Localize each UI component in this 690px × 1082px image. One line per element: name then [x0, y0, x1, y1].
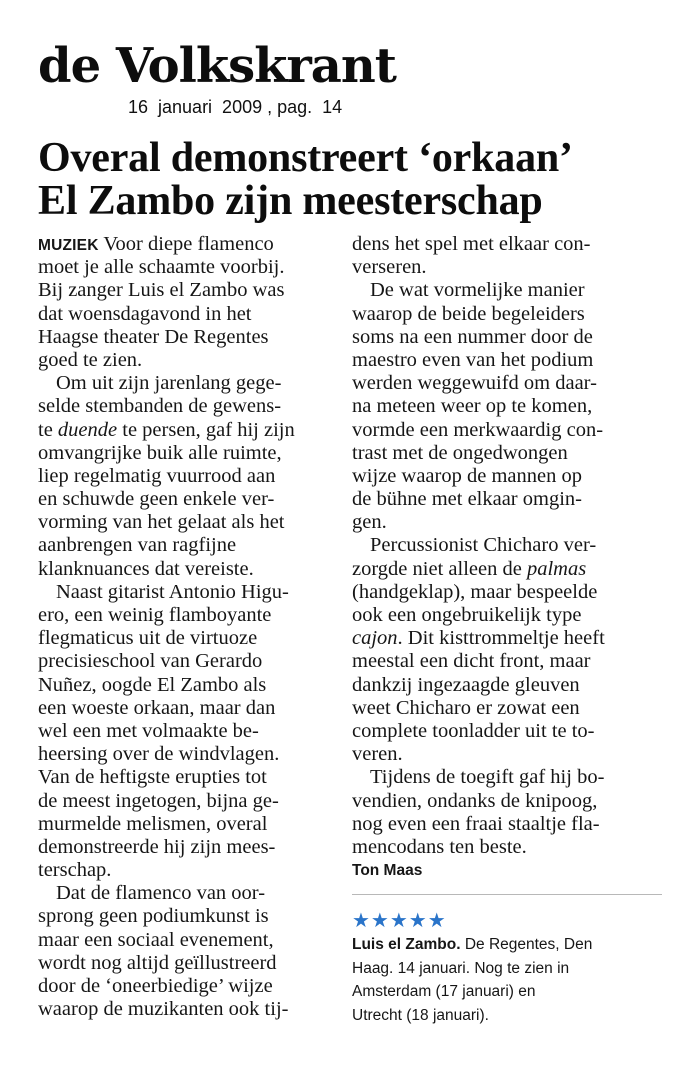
text-line: Om uit zijn jarenlang gege- [56, 372, 282, 395]
text-line: wijze waarop de mannen op [352, 464, 582, 487]
headline-line-2: El Zambo zijn meesterschap [38, 178, 543, 224]
text-line: wel een met volmaakte be- [38, 719, 259, 742]
headline-line-1: Overal demonstreert ‘orkaan’ [38, 135, 573, 181]
text-line: goed te zien. [38, 348, 143, 371]
italic-term: palmas [526, 557, 587, 580]
text-line: liep regelmatig vuurrood aan [38, 464, 276, 487]
text-line: vormde een merkwaardig con- [352, 418, 604, 441]
text-line: en schuwde geen enkele ver- [38, 488, 275, 511]
text-line: de bühne met elkaar omgin- [352, 488, 582, 511]
text-line: selde stembanden de gewens- [38, 395, 282, 418]
text-line: cajon. Dit kisttrommeltje heeft [352, 627, 605, 650]
text-line: Tijdens de toegift gaf hij bo- [370, 766, 605, 789]
headline [38, 137, 678, 223]
text-line: door de ‘oneerbiedige’ wijze [38, 975, 273, 997]
text-line: precisieschool van Gerardo [38, 650, 263, 673]
text-line: maar een sociaal evenement, [38, 928, 274, 951]
text-line: werden weggewuifd om daar- [352, 372, 597, 395]
text-line: Van de heftigste erupties tot [38, 766, 267, 789]
text-line: terschap. [38, 859, 112, 882]
text-line: sprong geen podiumkunst is [38, 905, 269, 928]
italic-term: cajon [352, 627, 398, 650]
text-line: Bij zanger Luis el Zambo was [38, 279, 285, 302]
text-line: ook een ongebruikelijk type [352, 604, 582, 626]
text-line: waarop de beide begeleiders [352, 302, 585, 325]
text-line: aanbrengen van ragfijne [38, 534, 237, 557]
text-line: veren. [352, 743, 403, 766]
text-line: demonstreerde hij zijn mees- [38, 835, 276, 858]
divider [352, 894, 662, 895]
text-line: nog even een fraai staaltje fla- [352, 812, 600, 835]
article-column-2 [352, 233, 664, 1027]
text-line: Naast gitarist Antonio Higu- [56, 580, 289, 603]
text-line: te duende te persen, gaf hij zijn [38, 418, 295, 441]
event-info-line: Amsterdam (17 januari) en [352, 983, 536, 1001]
text-line: dat woensdagavond in het [38, 302, 252, 325]
text-line: complete toonladder uit te to- [352, 719, 595, 742]
event-title: Luis el Zambo. [352, 936, 461, 954]
text-line: De wat vormelijke manier [370, 279, 585, 302]
text-line: gen. [352, 511, 387, 534]
text-line: wordt nog altijd geïllustreerd [38, 951, 277, 974]
italic-term: duende [57, 418, 118, 441]
text-line: Dat de flamenco van oor- [56, 882, 266, 905]
dateline: 16 januari 2009 , pag. 14 [128, 97, 343, 117]
event-info-line: Haag. 14 januari. Nog te zien in [352, 959, 570, 977]
event-info-line: Utrecht (18 januari). [352, 1006, 489, 1024]
text-line: vendien, ondanks de knipoog, [352, 789, 598, 812]
star-rating: ★★★★★ [352, 910, 447, 933]
text-line: MUZIEK Voor diepe flamenco [38, 233, 274, 255]
text-line: klanknuances dat vereiste. [38, 557, 254, 580]
text-line: mencodans ten beste. [352, 835, 527, 858]
text-line: Percussionist Chicharo ver- [370, 534, 597, 557]
text-line: ero, een weinig flamboyante [38, 604, 272, 626]
event-info-line: Luis el Zambo. De Regentes, Den [352, 936, 593, 954]
text-line: Nuñez, oogde El Zambo als [38, 673, 267, 696]
text-line: omvangrijke buik alle ruimte, [38, 441, 282, 464]
text-line: zorgde niet alleen de palmas [352, 557, 587, 580]
text-line: weet Chicharo er zowat een [352, 696, 580, 719]
text-line: soms na een nummer door de [352, 325, 593, 348]
text-line: moet je alle schaamte voorbij. [38, 256, 285, 279]
text-line: dens het spel met elkaar con- [352, 233, 591, 255]
text-line: (handgeklap), maar bespeelde [352, 580, 598, 603]
section-kicker: MUZIEK [38, 237, 99, 254]
text-line: flegmaticus uit de virtuoze [38, 627, 258, 650]
author-byline: Ton Maas [352, 862, 423, 880]
text-line: heersing over de windvlagen. [38, 743, 280, 766]
masthead-logo: de Volkskrant [38, 38, 396, 94]
text-line: vorming van het gelaat als het [38, 511, 285, 534]
text-line: murmelde melismen, overal [38, 812, 268, 835]
text-line: na meteen weer op te komen, [352, 395, 593, 418]
text-line: verseren. [352, 256, 427, 279]
text-line: maestro even van het podium [352, 348, 594, 371]
text-line: een woeste orkaan, maar dan [38, 696, 276, 719]
text-line: Haagse theater De Regentes [38, 325, 269, 348]
article-column-1 [38, 233, 340, 1021]
text-line: dankzij ingezaagde gleuven [352, 673, 580, 696]
text-line: de meest ingetogen, bijna ge- [38, 789, 279, 812]
text-line: trast met de ongedwongen [352, 441, 568, 464]
text-line: meestal een dicht front, maar [352, 650, 591, 673]
text-line: waarop de muzikanten ook tij- [38, 998, 289, 1021]
